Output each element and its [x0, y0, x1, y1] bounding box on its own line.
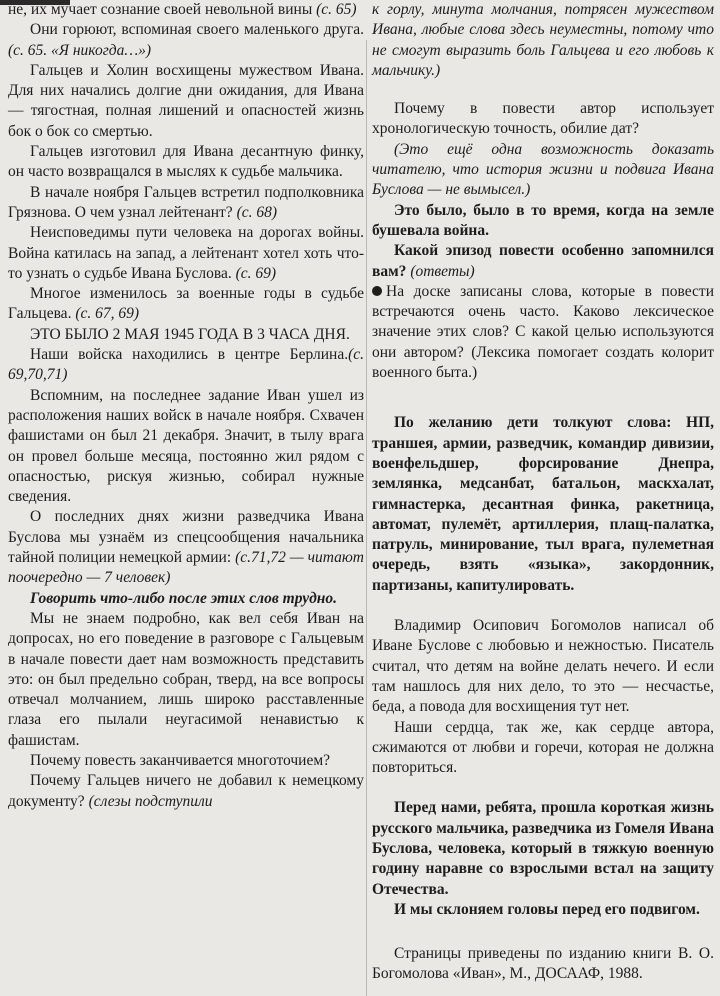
paragraph: Неисповедимы пути человека на дорогах войны. Война катилась на запад, а лейтенант хотел хоть что-то узнать о судьбе Ивана Буслова. (с. 69)	[8, 224, 364, 282]
paragraph: Вспомним, на последнее задание Иван ушел из расположения наших войск в начале ноября. Схвачен фашистами он был 21 декабря. Значит, в тылу врага он провел больше месяца, постоянно жил рядом с опасностью, рискуя жизнью, собирал нужные сведения.	[8, 386, 364, 506]
question: Почему Гальцев ничего не добавил к немецкому документу? (слезы подступили	[8, 772, 364, 810]
bold-paragraph: Это было, было в то время, когда на земле бушевала война.	[372, 201, 714, 239]
bullet-paragraph: На доске записаны слова, которые в повести встречаются очень часто. Каково лексическое значение этих слов? С какой целью используются они автором? (Лексика помогает создать колорит военного быта.)	[372, 282, 714, 382]
paragraph: Многое изменилось за военные годы в судьбе Гальцева. (с. 67, 69)	[8, 285, 364, 323]
question: Почему в повести автор использует хронологическую точность, обилие дат?	[372, 100, 714, 138]
bold-paragraph: Перед нами, ребята, прошла короткая жизнь русского мальчика, разведчика из Гомеля Ивана Буслова, человека, который в тяжкую военную годину наравне со взрослыми встал на защиту Отечества.	[372, 799, 714, 898]
answer-paragraph: к горлу, минута молчания, потрясен мужеством Ивана, любые слова здесь неуместны, потому что не смогут выразить боль Гальцева и его любовь к мальчику.)	[372, 1, 714, 79]
paragraph: Они горюют, вспоминая своего маленького друга. (с. 65. «Я никогда…»)	[8, 21, 364, 59]
right-column	[372, 0, 714, 985]
paragraph: В начале ноября Гальцев встретил подполковника Грязнова. О чем узнал лейтенант? (с. 68)	[8, 183, 364, 221]
question: Какой эпизод повести особенно запомнился вам? (ответы)	[372, 242, 714, 280]
paragraph: Наши сердца, так же, как сердце автора, сжимаются от любви и горечи, которая не должна повториться.	[372, 718, 714, 777]
bullet-icon	[372, 286, 382, 296]
date-heading: ЭТО БЫЛО 2 МАЯ 1945 ГОДА В 3 ЧАСА ДНЯ.	[30, 325, 350, 343]
paragraph: Гальцев и Холин восхищены мужеством Ивана. Для них начались долгие дни ожидания, для Ивана — тягостная, полная лишений и опасностей жизнь бок о бок со смертью.	[8, 61, 364, 140]
question: Почему повесть заканчивается многоточием?	[30, 751, 331, 769]
paragraph: не, их мучает сознание своей невольной вины (с. 65)	[8, 1, 357, 18]
column-divider	[366, 40, 367, 996]
paragraph: Владимир Осипович Богомолов написал об Иване Буслове с любовью и нежностью. Писатель считал, что детям на войне делать нечего. И если там нашлось для них дело, то это — несчастье, беда, а повода для восхищения тут нет.	[372, 617, 714, 716]
paragraph: Наши войска находились в центре Берлина.(с. 69,70,71)	[8, 346, 364, 384]
left-column	[8, 0, 364, 812]
bold-paragraph: Говорить что-либо после этих слов трудно.	[30, 589, 338, 607]
bold-paragraph: И мы склоняем головы перед его подвигом.	[394, 900, 700, 918]
vocabulary-list: По желанию дети толкуют слова: НП, траншея, армии, разведчик, командир дивизии, военфельдшер, форсирование Днепра, землянка, медсанбат, батальон, маскхалат, гимнастерка, десантная финка, ракетница, автомат, пулемёт, артиллерия, плащ-палатка, патруль, минирование, тыл врага, пулеметная очередь, взять «языка», закордонник, партизаны, капитулировать.	[372, 414, 714, 594]
paragraph: Гальцев изготовил для Ивана десантную финку, он часто возвращался в мыслях к судьбе мальчика.	[8, 143, 364, 181]
paragraph: Мы не знаем подробно, как вел себя Иван на допросах, но его поведение в разговоре с Гальцевым в начале повести дает нам возможность представить это: он был предельно собран, тверд, на все вопросы отвечал молчанием, лишь широко расставленные глаза его пылали неугасимой ненавистью к фашистам.	[8, 609, 364, 749]
source-note: Страницы приведены по изданию книги В. О. Богомолова «Иван», М., ДОСААФ, 1988.	[372, 945, 714, 983]
answer-paragraph: (Это ещё одна возможность доказать читателю, что история жизни и подвига Ивана Буслова — не вымысел.)	[372, 140, 714, 199]
paragraph: О последних днях жизни разведчика Ивана Буслова мы узнаём из спецсообщения начальника тайной полиции немецкой армии: (с.71,72 — читают поочередно — 7 человек)	[8, 508, 364, 587]
